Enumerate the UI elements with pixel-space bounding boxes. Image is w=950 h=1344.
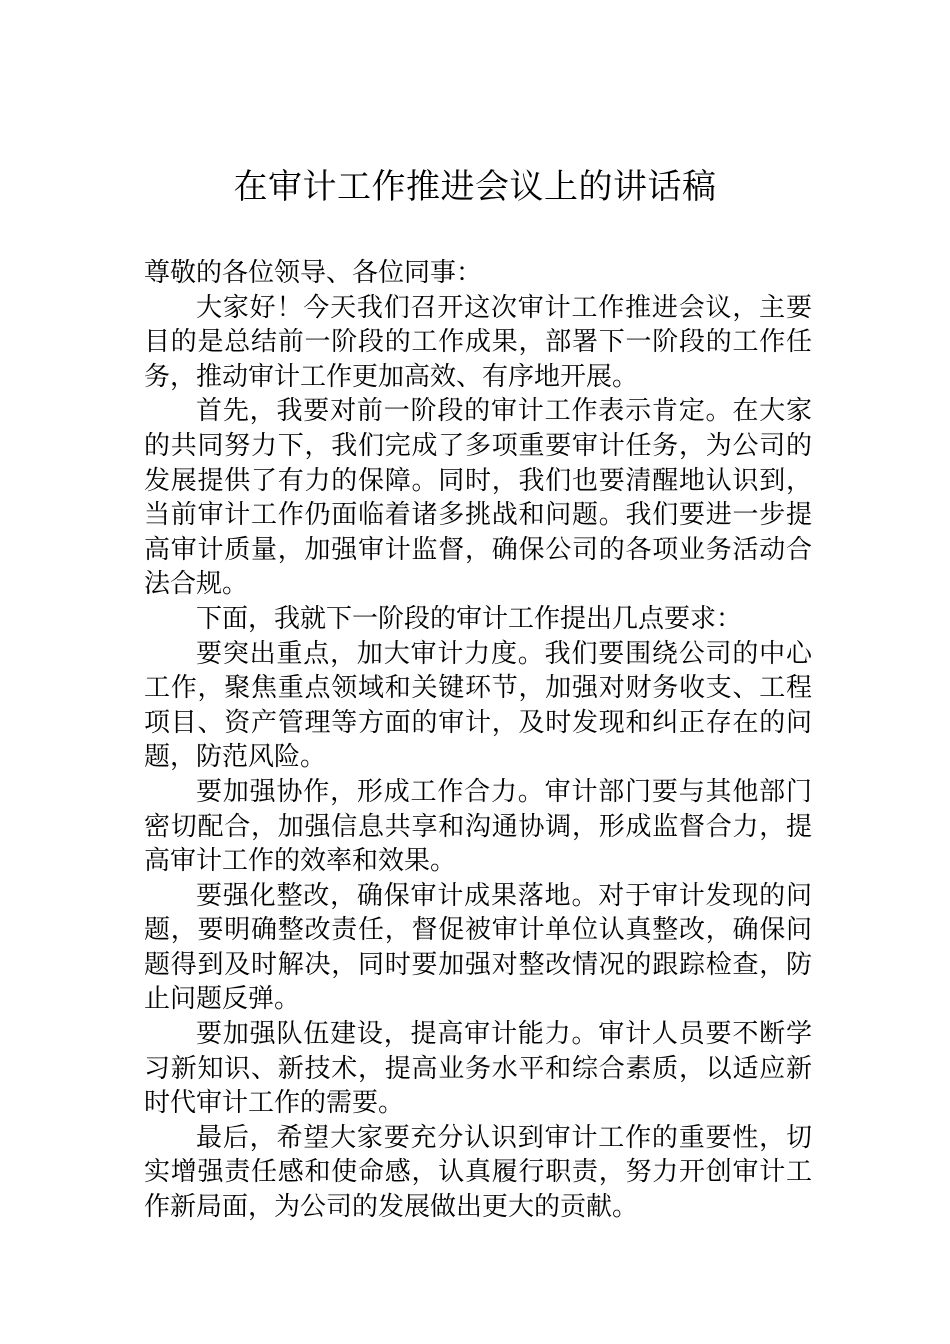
paragraph-opening: 大家好！今天我们召开这次审计工作推进会议，主要目的是总结前一阶段的工作成果，部署下一阶段的工作任务，推动审计工作更加高效、有序地开展。 <box>144 292 812 392</box>
paragraph-rectification: 要强化整改，确保审计成果落地。对于审计发现的问题，要明确整改责任，督促被审计单位认真整改，确保问题得到及时解决，同时要加强对整改情况的跟踪检查，防止问题反弹。 <box>144 880 812 1015</box>
paragraph-focus: 要突出重点，加大审计力度。我们要围绕公司的中心工作，聚焦重点领域和关键环节，加强对财务收支、工程项目、资产管理等方面的审计，及时发现和纠正存在的问题，防范风险。 <box>144 638 812 773</box>
paragraph-team-building: 要加强队伍建设，提高审计能力。审计人员要不断学习新知识、新技术，提高业务水平和综合素质，以适应新时代审计工作的需要。 <box>144 1019 812 1119</box>
paragraph-collaboration: 要加强协作，形成工作合力。审计部门要与其他部门密切配合，加强信息共享和沟通协调，形成监督合力，提高审计工作的效率和效果。 <box>144 776 812 877</box>
paragraph-requirements-intro: 下面，我就下一阶段的审计工作提出几点要求： <box>196 603 743 634</box>
paragraph-review: 首先，我要对前一阶段的审计工作表示肯定。在大家的共同努力下，我们完成了多项重要审计任务，为公司的发展提供了有力的保障。同时，我们也要清醒地认识到，当前审计工作仍面临着诸多挑战和问题。我们要进一步提高审计质量，加强审计监督，确保公司的各项业务活动合法合规。 <box>144 396 812 600</box>
document-title: 在审计工作推进会议上的讲话稿 <box>233 167 717 207</box>
paragraph-closing: 最后，希望大家要充分认识到审计工作的重要性，切实增强责任感和使命感，认真履行职责，努力开创审计工作新局面，为公司的发展做出更大的贡献。 <box>144 1122 812 1223</box>
document-body <box>144 256 812 1225</box>
salutation: 尊敬的各位领导、各位同事： <box>144 258 483 288</box>
